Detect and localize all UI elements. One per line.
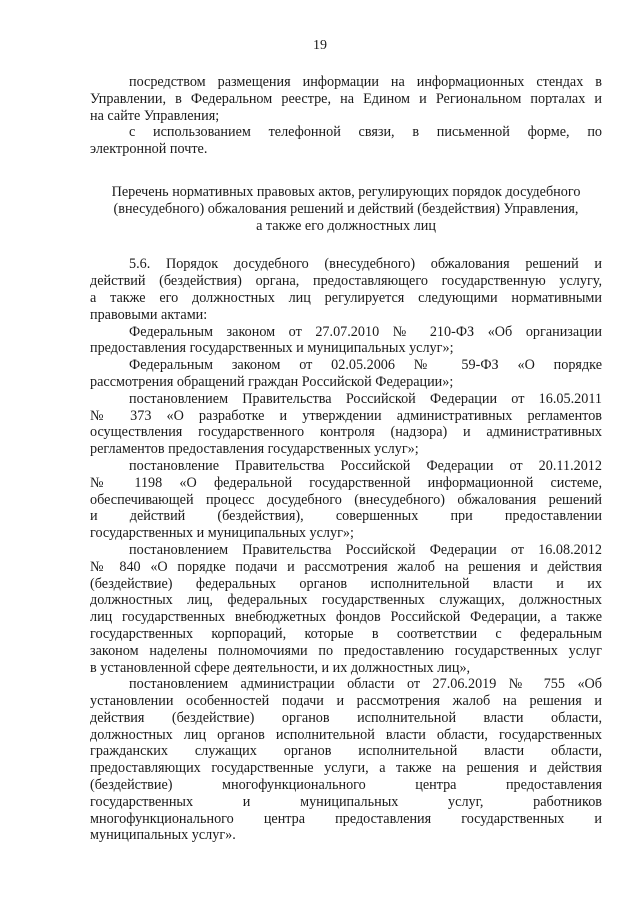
document-body: [90, 74, 602, 844]
text-line: постановлением администрации области от 27.06.2019 № 755 «Об: [129, 676, 602, 693]
text-line: (бездействие) многофункционального центра предоставления: [90, 777, 602, 794]
section-heading-line: Перечень нормативных правовых актов, регулирующих порядок досудебного: [111, 183, 581, 200]
text-line: должностных лиц, федеральных государственных служащих, должностных: [90, 592, 602, 609]
text-line: и действий (бездействия), совершенных при предоставлении: [90, 508, 602, 525]
text-line: предоставления государственных и муниципальных услуг»;: [90, 340, 454, 357]
text-line: Управлении, в Федеральном реестре, на Едином и Региональном порталах и: [90, 90, 602, 107]
text-line: государственных и муниципальных услуг, работников: [90, 793, 602, 810]
text-line: постановление Правительства Российской Федерации от 20.11.2012: [129, 457, 602, 474]
text-line: а также его должностных лиц регулируется следующими нормативными: [90, 289, 602, 306]
text-line: рассмотрения обращений граждан Российской Федерации»;: [90, 373, 454, 390]
text-line: законом наделены полномочиями по предоставлению государственных услуг: [90, 642, 602, 659]
text-line: установлении особенностей подачи и рассмотрения жалоб на решения и: [90, 693, 602, 710]
text-line: многофункционального центра предоставления государственных и: [90, 810, 602, 827]
text-line: Федеральным законом от 02.05.2006 № 59-ФЗ «О порядке: [129, 357, 602, 374]
text-line: в установленной сфере деятельности, и их должностных лиц»,: [90, 659, 471, 676]
text-line: № 840 «О порядке подачи и рассмотрения жалоб на решения и действия: [90, 558, 602, 575]
text-line: должностных лиц органов исполнительной власти области, государственных: [90, 726, 602, 743]
text-line: № 1198 «О федеральной государственной информационной системе,: [90, 474, 602, 491]
text-line: обеспечивающей процесс досудебного (внесудебного) обжалования решений: [90, 491, 602, 508]
text-line: № 373 «О разработке и утверждении административных регламентов: [90, 407, 602, 424]
text-line: гражданских служащих органов исполнительной власти области,: [90, 743, 602, 760]
text-line: электронной почте.: [90, 141, 208, 158]
text-line: муниципальных услуг».: [90, 827, 236, 844]
text-line: действий (бездействия) органа, предоставляющего государственную услугу,: [90, 273, 602, 290]
text-line: действия (бездействие) органов исполнительной власти области,: [90, 709, 602, 726]
text-line: правовыми актами:: [90, 306, 208, 323]
section-heading-line: (внесудебного) обжалования решений и действий (бездействия) Управления,: [113, 200, 579, 217]
text-line: Федеральным законом от 27.07.2010 № 210-ФЗ «Об организации: [129, 323, 602, 340]
text-line: регламентов предоставления государственных услуг»;: [90, 441, 419, 458]
text-line: с использованием телефонной связи, в письменной форме, по: [129, 124, 602, 141]
text-line: (бездействие) федеральных органов исполнительной власти и их: [90, 575, 602, 592]
text-line: лиц государственных внебюджетных фондов Российской Федерации, а также: [90, 609, 602, 626]
text-line: предоставляющих государственные услуги, а также на решения и действия: [90, 760, 602, 777]
text-line: посредством размещения информации на информационных стендах в: [129, 74, 602, 90]
text-line: постановлением Правительства Российской Федерации от 16.05.2011: [129, 390, 602, 407]
text-line: постановлением Правительства Российской Федерации от 16.08.2012: [129, 541, 602, 558]
text-line: государственных и муниципальных услуг»;: [90, 525, 354, 542]
text-line: 5.6. Порядок досудебного (внесудебного) обжалования решений и: [129, 256, 602, 273]
text-line: осуществления государственного контроля (надзора) и административных: [90, 424, 602, 441]
text-line: на сайте Управления;: [90, 107, 220, 124]
text-line: государственных корпораций, которые в соответствии с федеральным: [90, 625, 602, 642]
page-number: 19: [313, 38, 327, 53]
section-heading-line: а также его должностных лиц: [256, 217, 436, 234]
